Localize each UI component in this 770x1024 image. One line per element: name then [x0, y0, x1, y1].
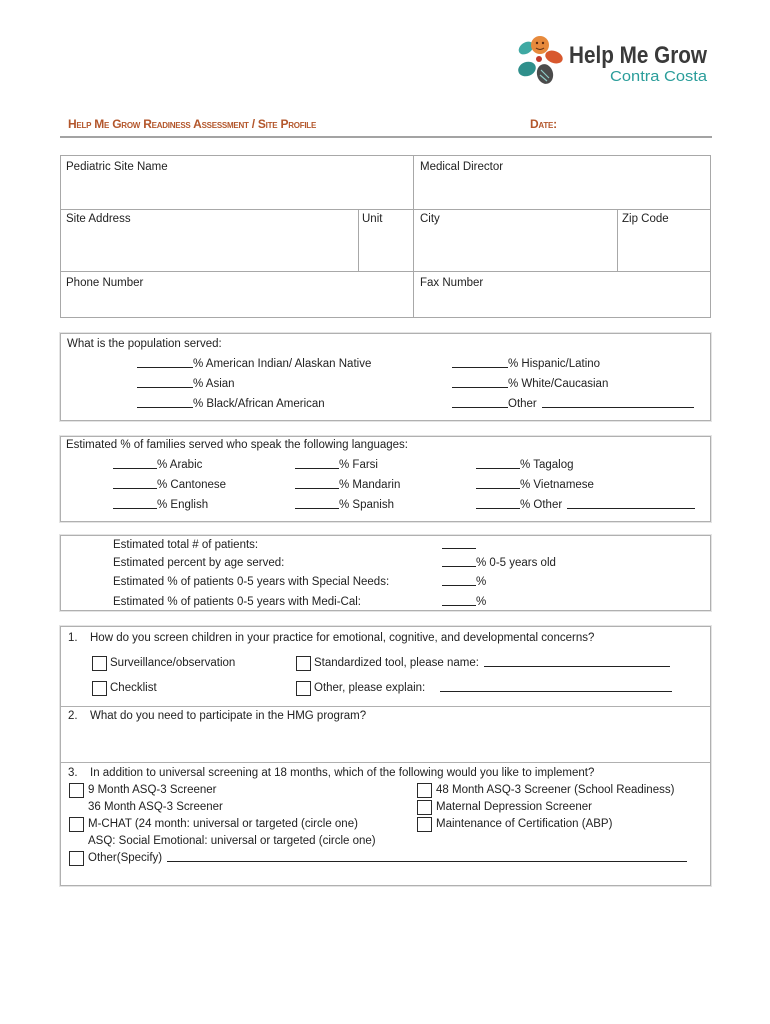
medical-director-label: Medical Director [420, 161, 504, 173]
percent-blank[interactable] [452, 397, 508, 408]
mchat-label: M-CHAT (24 month: universal or targeted (circle one) [88, 818, 358, 830]
languages-question: Estimated % of families served who speak the following languages: [66, 439, 408, 451]
population-question: What is the population served: [67, 338, 222, 350]
language-label: % Other [520, 499, 563, 511]
population-row [137, 377, 235, 391]
fax-number-label: Fax Number [420, 277, 484, 289]
logo [512, 30, 712, 88]
asq-48-month-checkbox[interactable] [417, 783, 432, 798]
pediatric-site-name-field[interactable] [60, 155, 414, 210]
percent-blank[interactable] [113, 458, 157, 469]
asq-48-month-label: 48 Month ASQ-3 Screener (School Readiness) [436, 784, 675, 796]
phone-number-field[interactable] [60, 271, 414, 318]
other-explain-row [314, 681, 672, 695]
other-specify-row [88, 851, 687, 865]
patients-label: Estimated % of patients 0-5 years with Medi-Cal: [113, 596, 361, 608]
city-field[interactable] [413, 209, 618, 272]
language-label: % Cantonese [157, 479, 227, 491]
patients-value [442, 538, 476, 552]
percent-blank[interactable] [452, 357, 508, 368]
page-title: Help Me Grow Readiness Assessment / Site Profile [68, 117, 317, 131]
population-label: % Hispanic/Latino [508, 358, 601, 370]
language-row [476, 458, 574, 472]
patients-value [442, 556, 556, 570]
percent-blank[interactable] [113, 478, 157, 489]
question-number: 2. [68, 710, 78, 722]
other-explain-label: Other, please explain: [314, 682, 426, 694]
moc-label: Maintenance of Certification (ABP) [436, 818, 613, 830]
question-1-text: How do you screen children in your practice for emotional, cognitive, and developmental concerns? [90, 632, 595, 644]
language-row [113, 478, 226, 492]
header-rule [60, 136, 712, 138]
mchat-checkbox[interactable] [69, 817, 84, 832]
explain-blank[interactable] [440, 681, 672, 692]
tool-name-blank[interactable] [484, 656, 670, 667]
other-specify-label: Other(Specify) [88, 852, 163, 864]
percent-blank[interactable] [442, 575, 476, 586]
unit-label: Unit [362, 213, 383, 225]
maternal-depression-checkbox[interactable] [417, 800, 432, 815]
asq-36-month-label: 36 Month ASQ-3 Screener [88, 801, 223, 813]
language-label: % English [157, 499, 209, 511]
population-label: % White/Caucasian [508, 378, 609, 390]
pediatric-site-name-label: Pediatric Site Name [66, 161, 168, 173]
checklist-label: Checklist [110, 682, 157, 694]
medical-director-field[interactable] [413, 155, 711, 210]
patients-label: Estimated % of patients 0-5 years with Special Needs: [113, 576, 390, 588]
city-label: City [420, 213, 440, 225]
total-patients-blank[interactable] [442, 538, 476, 549]
percent-blank[interactable] [137, 357, 193, 368]
date-label: Date: [530, 117, 557, 131]
language-row-other [476, 498, 695, 512]
question-divider [60, 706, 711, 707]
language-label: % Vietnamese [520, 479, 594, 491]
patients-value [442, 575, 486, 589]
surveillance-checkbox[interactable] [92, 656, 107, 671]
zip-code-label: Zip Code [622, 213, 669, 225]
site-address-field[interactable] [60, 209, 359, 272]
population-row-other [452, 397, 694, 411]
question-divider [60, 762, 711, 763]
percent-blank[interactable] [442, 595, 476, 606]
population-label: Other [508, 398, 537, 410]
question-2-answer-area[interactable] [62, 726, 708, 760]
percent-blank[interactable] [137, 377, 193, 388]
percent-blank[interactable] [476, 478, 520, 489]
moc-checkbox[interactable] [417, 817, 432, 832]
patients-suffix: % 0-5 years old [476, 557, 556, 569]
population-row [452, 357, 600, 371]
other-language-blank[interactable] [567, 498, 695, 509]
percent-blank[interactable] [452, 377, 508, 388]
asq-9-month-checkbox[interactable] [69, 783, 84, 798]
language-label: % Arabic [157, 459, 203, 471]
question-3-text: In addition to universal screening at 18 months, which of the following would you like to implement? [90, 767, 595, 779]
language-row [295, 458, 378, 472]
patients-suffix: % [476, 576, 487, 588]
phone-number-label: Phone Number [66, 277, 144, 289]
language-label: % Tagalog [520, 459, 574, 471]
other-explain-checkbox[interactable] [296, 681, 311, 696]
standardized-tool-checkbox[interactable] [296, 656, 311, 671]
percent-blank[interactable] [295, 478, 339, 489]
patients-label: Estimated percent by age served: [113, 557, 285, 569]
unit-field[interactable] [358, 209, 414, 272]
other-specify-checkbox[interactable] [69, 851, 84, 866]
population-label: % Black/African American [193, 398, 325, 410]
zip-code-field[interactable] [617, 209, 711, 272]
asq-social-emotional-label: ASQ: Social Emotional: universal or targeted (circle one) [88, 835, 376, 847]
language-row [295, 478, 400, 492]
site-address-label: Site Address [66, 213, 131, 225]
language-label: % Farsi [339, 459, 378, 471]
other-specify-blank[interactable] [542, 397, 694, 408]
percent-blank[interactable] [295, 498, 339, 509]
language-label: % Mandarin [339, 479, 401, 491]
logo-title: Help Me Grow [569, 42, 708, 69]
maternal-depression-label: Maternal Depression Screener [436, 801, 592, 813]
population-row [137, 397, 325, 411]
standardized-tool-label: Standardized tool, please name: [314, 657, 479, 669]
population-label: % Asian [193, 378, 235, 390]
question-number: 1. [68, 632, 78, 644]
question-number: 3. [68, 767, 78, 779]
percent-blank[interactable] [476, 458, 520, 469]
other-specify-blank[interactable] [167, 851, 687, 862]
fax-number-field[interactable] [413, 271, 711, 318]
logo-subtitle: Contra Costa [610, 68, 708, 85]
logo-mark-icon [516, 36, 564, 86]
percent-blank[interactable] [442, 556, 476, 567]
language-row [295, 498, 394, 512]
surveillance-label: Surveillance/observation [110, 657, 236, 669]
checklist-checkbox[interactable] [92, 681, 107, 696]
population-row [452, 377, 608, 391]
language-row [476, 478, 594, 492]
population-label: % American Indian/ Alaskan Native [193, 358, 372, 370]
language-row [113, 498, 208, 512]
patients-suffix: % [476, 596, 487, 608]
percent-blank[interactable] [113, 498, 157, 509]
question-2-text: What do you need to participate in the HMG program? [90, 710, 367, 722]
percent-blank[interactable] [476, 498, 520, 509]
percent-blank[interactable] [295, 458, 339, 469]
standardized-tool-row [314, 656, 670, 670]
population-row [137, 357, 371, 371]
patients-label: Estimated total # of patients: [113, 539, 259, 551]
asq-9-month-label: 9 Month ASQ-3 Screener [88, 784, 217, 796]
language-row [113, 458, 202, 472]
patients-value [442, 595, 486, 609]
percent-blank[interactable] [137, 397, 193, 408]
language-label: % Spanish [339, 499, 394, 511]
